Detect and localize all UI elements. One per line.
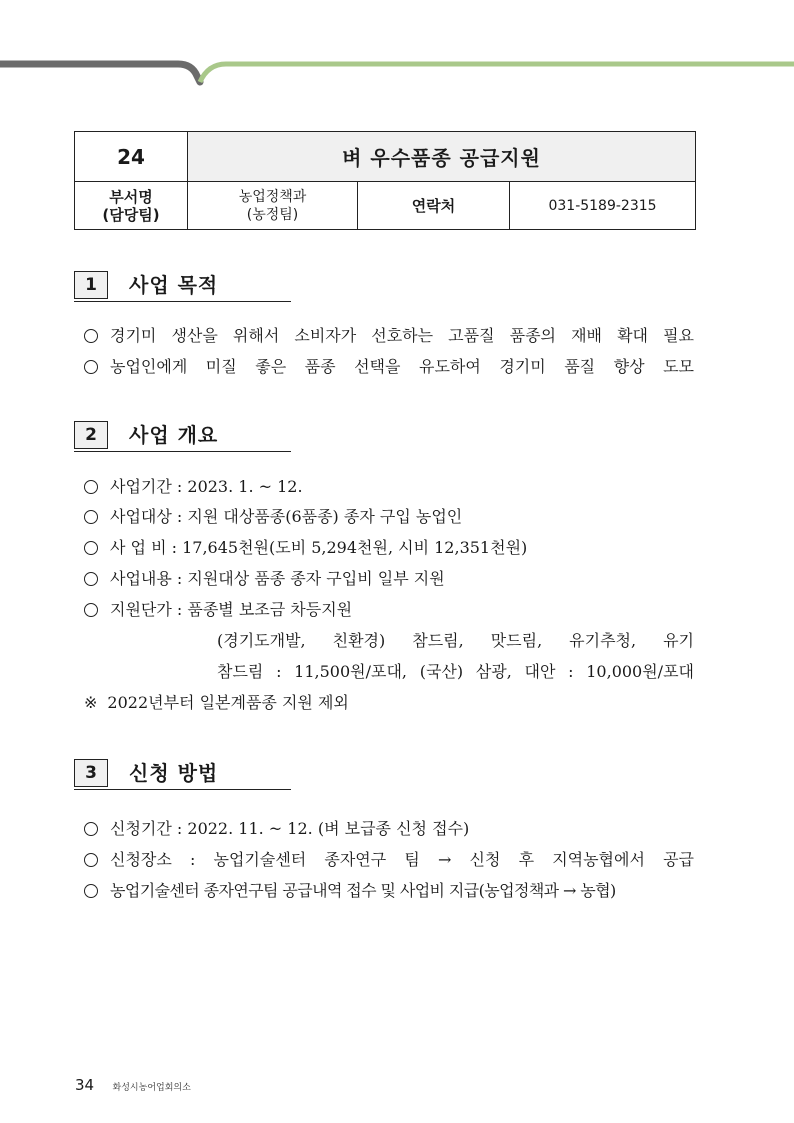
circle-bullet-icon — [84, 541, 98, 555]
circle-bullet-icon — [84, 572, 98, 586]
list-item: 신청기간 : 2022. 11. ~ 12. (벼 보급종 신청 접수) — [84, 814, 694, 844]
section-number: 3 — [74, 759, 108, 787]
dept-label-line2: (담당팀) — [102, 205, 160, 224]
list-item: 사업내용 : 지원대상 품종 종자 구입비 일부 지원 — [84, 564, 694, 594]
list-item: 농업인에게 미질 좋은 품종 선택을 유도하여 경기미 품질 향상 도모 — [84, 352, 694, 382]
circle-bullet-icon — [84, 360, 98, 374]
section-number: 2 — [74, 421, 108, 449]
circle-bullet-icon — [84, 853, 98, 867]
section-title: 사업 목적 — [129, 273, 219, 297]
section-1-header — [74, 271, 291, 302]
list-item: 신청장소 : 농업기술센터 종자연구 팀 → 신청 후 지역농협에서 공급 — [84, 845, 694, 875]
header-decoration — [0, 56, 794, 86]
reference-mark: ※ — [84, 693, 98, 712]
dept-value-line2: (농정팀) — [246, 206, 299, 223]
circle-bullet-icon — [84, 884, 98, 898]
circle-bullet-icon — [84, 510, 98, 524]
dept-value — [188, 182, 358, 230]
project-number: 24 — [75, 132, 188, 182]
section-2-header — [74, 421, 291, 452]
list-item: 농업기술센터 종자연구팀 공급내역 접수 및 사업비 지급(농업정책과 → 농협) — [84, 876, 694, 906]
section-number: 1 — [74, 271, 108, 299]
org-name: 화성시농어업회의소 — [112, 1083, 191, 1093]
circle-bullet-icon — [84, 480, 98, 494]
page-number: 34 — [75, 1076, 95, 1094]
info-table — [74, 131, 696, 230]
section-title: 신청 방법 — [129, 761, 219, 785]
circle-bullet-icon — [84, 603, 98, 617]
circle-bullet-icon — [84, 822, 98, 836]
circle-bullet-icon — [84, 329, 98, 343]
contact-label: 연락처 — [358, 182, 510, 230]
footer — [75, 1076, 191, 1094]
list-item-continuation: 참드림 : 11,500원/포대, (국산) 삼광, 대안 : 10,000원/포대 — [217, 662, 694, 681]
dept-label-line1: 부서명 — [109, 187, 153, 206]
dept-value-line1: 농업정책과 — [238, 188, 307, 205]
section-title: 사업 개요 — [129, 423, 219, 447]
list-item: 지원단가 : 품종별 보조금 차등지원 — [84, 595, 694, 625]
list-item-continuation: (경기도개발, 친환경) 참드림, 맛드림, 유기추청, 유기 — [217, 631, 694, 650]
dept-label — [75, 182, 188, 230]
note: ※ 2022년부터 일본계품종 지원 제외 — [84, 693, 349, 712]
list-item: 경기미 생산을 위해서 소비자가 선호하는 고품질 품종의 재배 확대 필요 — [84, 321, 694, 351]
list-item: 사업기간 : 2023. 1. ~ 12. — [84, 472, 694, 502]
list-item: 사업대상 : 지원 대상품종(6품종) 종자 구입 농업인 — [84, 502, 694, 532]
list-item: 사 업 비 : 17,645천원(도비 5,294천원, 시비 12,351천원) — [84, 533, 694, 563]
project-title: 벼 우수품종 공급지원 — [188, 132, 696, 182]
section-3-header — [74, 759, 291, 790]
contact-value: 031-5189-2315 — [510, 182, 696, 230]
